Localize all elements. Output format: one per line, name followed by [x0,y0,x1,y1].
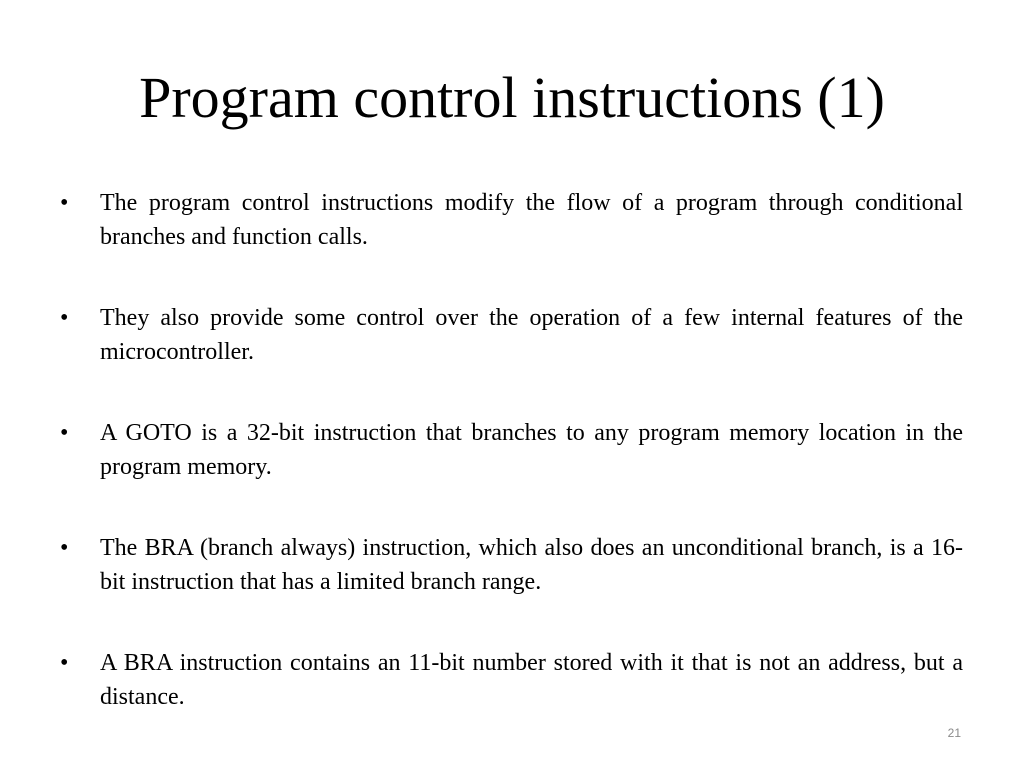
bullet-icon: • [60,305,69,331]
bullet-text: The program control instructions modify the flow of a program through conditional branches and function calls. [100,190,963,250]
bullet-text: A GOTO is a 32-bit instruction that branches to any program memory location in the program memory. [100,420,963,480]
bullet-item [60,186,963,254]
slide-title: Program control instructions (1) [139,65,885,130]
bullet-text: They also provide some control over the operation of a few internal features of the microcontroller. [100,305,963,365]
bullet-icon: • [60,420,69,446]
bullet-icon: • [60,535,69,561]
bullet-item [60,531,963,599]
bullet-text: A BRA instruction contains an 11-bit number stored with it that is not an address, but a distance. [100,650,963,710]
bullet-list [60,186,963,761]
bullet-icon: • [60,190,69,216]
bullet-item [60,646,963,714]
bullet-icon: • [60,650,69,676]
slide-number: 21 [947,726,961,740]
bullet-item [60,301,963,369]
bullet-text: The BRA (branch always) instruction, which also does an unconditional branch, is a 16-bit instruction that has a limited branch range. [100,535,963,595]
bullet-item [60,416,963,484]
